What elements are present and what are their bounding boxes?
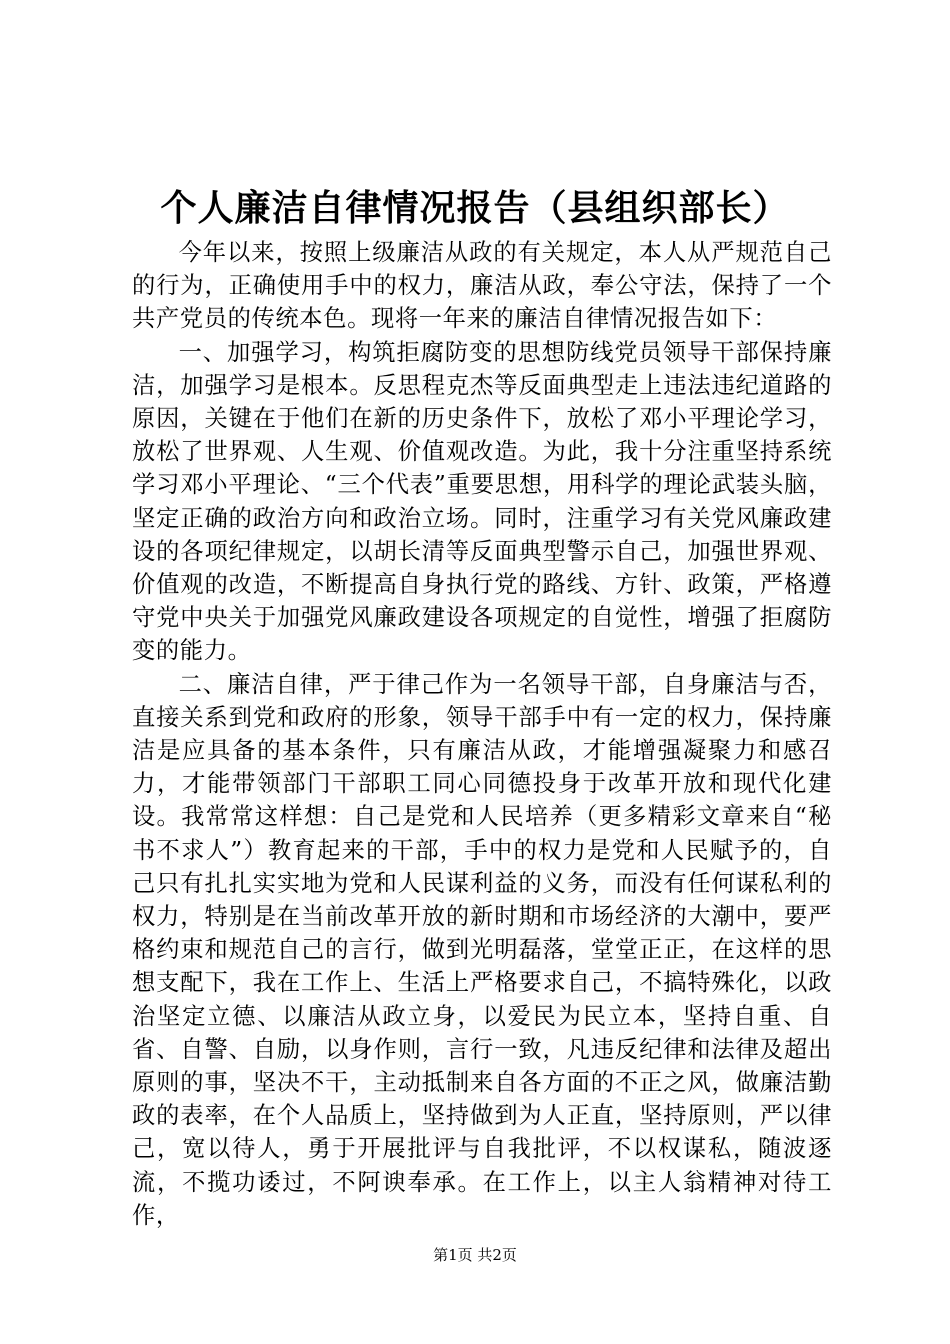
document-body: [132, 236, 832, 1232]
page-footer: 第1页 共2页: [433, 1246, 517, 1264]
paragraph-section-1: 一、加强学习，构筑拒腐防变的思想防线党员领导干部保持廉洁，加强学习是根本。反思程克杰等反面典型走上违法违纪道路的原因，关键在于他们在新的历史条件下，放松了邓小平理论学习，放松了世界观、人生观、价值观改造。为此，我十分注重坚持系统学习邓小平理论、“三个代表”重要思想，用科学的理论武装头脑，坚定正确的政治方向和政治立场。同时，注重学习有关党风廉政建设的各项纪律规定，以胡长清等反面典型警示自己，加强世界观、价值观的改造，不断提高自身执行党的路线、方针、政策，严格遵守党中央关于加强党风廉政建设各项规定的自觉性，增强了拒腐防变的能力。: [132, 338, 832, 665]
paragraph-section-2: 二、廉洁自律，严于律己作为一名领导干部，自身廉洁与否，直接关系到党和政府的形象，领导干部手中有一定的权力，保持廉洁是应具备的基本条件，只有廉洁从政，才能增强凝聚力和感召力，才能带领部门干部职工同心同德投身于改革开放和现代化建设。我常常这样想：自己是党和人民培养（更多精彩文章来自“秘书不求人”）教育起来的干部，手中的权力是党和人民赋予的，自己只有扎扎实实地为党和人民谋利益的义务，而没有任何谋私利的权力，特别是在当前改革开放的新时期和市场经济的大潮中，要严格约束和规范自己的言行，做到光明磊落，堂堂正正，在这样的思想支配下，我在工作上、生活上严格要求自己，不搞特殊化，以政治坚定立德、以廉洁从政立身，以爱民为民立本，坚持自重、自省、自警、自励，以身作则，言行一致，凡违反纪律和法律及超出原则的事，坚决不干，主动抵制来自各方面的不正之风，做廉洁勤政的表率，在个人品质上，坚持做到为人正直，坚持原则，严以律己，宽以待人，勇于开展批评与自我批评，不以权谋私，随波逐流，不揽功诿过，不阿谀奉承。在工作上，以主人翁精神对待工作，: [132, 670, 832, 1229]
document-title: 个人廉洁自律情况报告（县组织部长）: [160, 187, 790, 229]
paragraph-intro: 今年以来，按照上级廉洁从政的有关规定，本人从严规范自己的行为，正确使用手中的权力，廉洁从政，奉公守法，保持了一个共产党员的传统本色。现将一年来的廉洁自律情况报告如下：: [132, 239, 832, 333]
